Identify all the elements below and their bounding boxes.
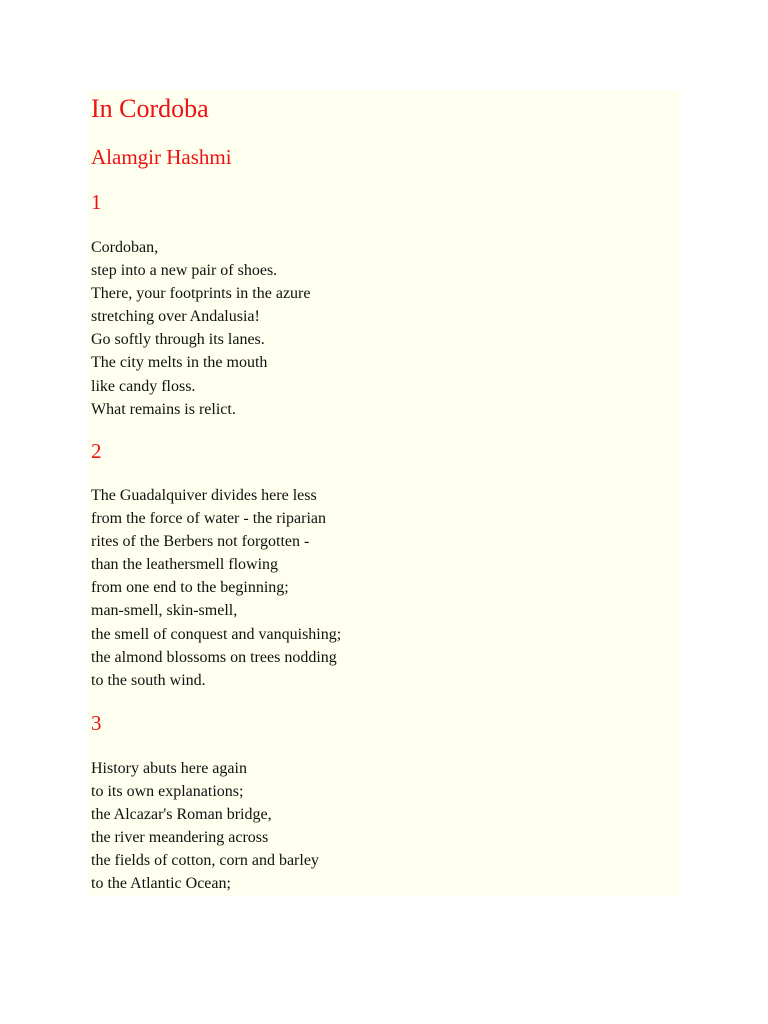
section-number-1: 1	[91, 190, 102, 214]
poem-line: the fields of cotton, corn and barley	[91, 852, 319, 870]
poem-line: from the force of water - the riparian	[91, 510, 326, 528]
stanza-1	[91, 236, 310, 421]
poem-line: The Guadalquiver divides here less	[91, 487, 317, 504]
poem-line: The city melts in the mouth	[91, 354, 268, 372]
poem-line: There, your footprints in the azure	[91, 285, 311, 303]
poem-line: to its own explanations;	[91, 783, 244, 801]
poem-title: In Cordoba	[91, 94, 209, 123]
poem-line: Cordoban,	[91, 239, 159, 256]
poem-line: the almond blossoms on trees nodding	[91, 648, 337, 666]
poem-line: What remains is relict.	[91, 400, 236, 418]
section-number-2: 2	[91, 439, 102, 463]
poem-line: to the south wind.	[91, 671, 206, 689]
poem-line: step into a new pair of shoes.	[91, 262, 278, 280]
stanza-3	[91, 757, 319, 896]
poem-line: the smell of conquest and vanquishing;	[91, 625, 342, 643]
poem-line: Go softly through its lanes.	[91, 331, 265, 349]
poem-line: to the Atlantic Ocean;	[91, 875, 231, 893]
poem-line: rites of the Berbers not forgotten -	[91, 533, 310, 551]
poem-line: like candy floss.	[91, 377, 196, 395]
poem-line: from one end to the beginning;	[91, 579, 289, 597]
poem-panel	[88, 90, 680, 896]
poem-line: the river meandering across	[91, 829, 269, 847]
section-number-3: 3	[91, 711, 102, 735]
poem-line: stretching over Andalusia!	[91, 308, 260, 326]
poem-line: than the leathersmell flowing	[91, 556, 279, 574]
poem-author: Alamgir Hashmi	[91, 145, 232, 169]
poem-line: the Alcazar's Roman bridge,	[91, 806, 272, 824]
poem-line: man-smell, skin-smell,	[91, 602, 238, 620]
stanza-2	[91, 484, 341, 692]
poem-line: History abuts here again	[91, 760, 247, 777]
